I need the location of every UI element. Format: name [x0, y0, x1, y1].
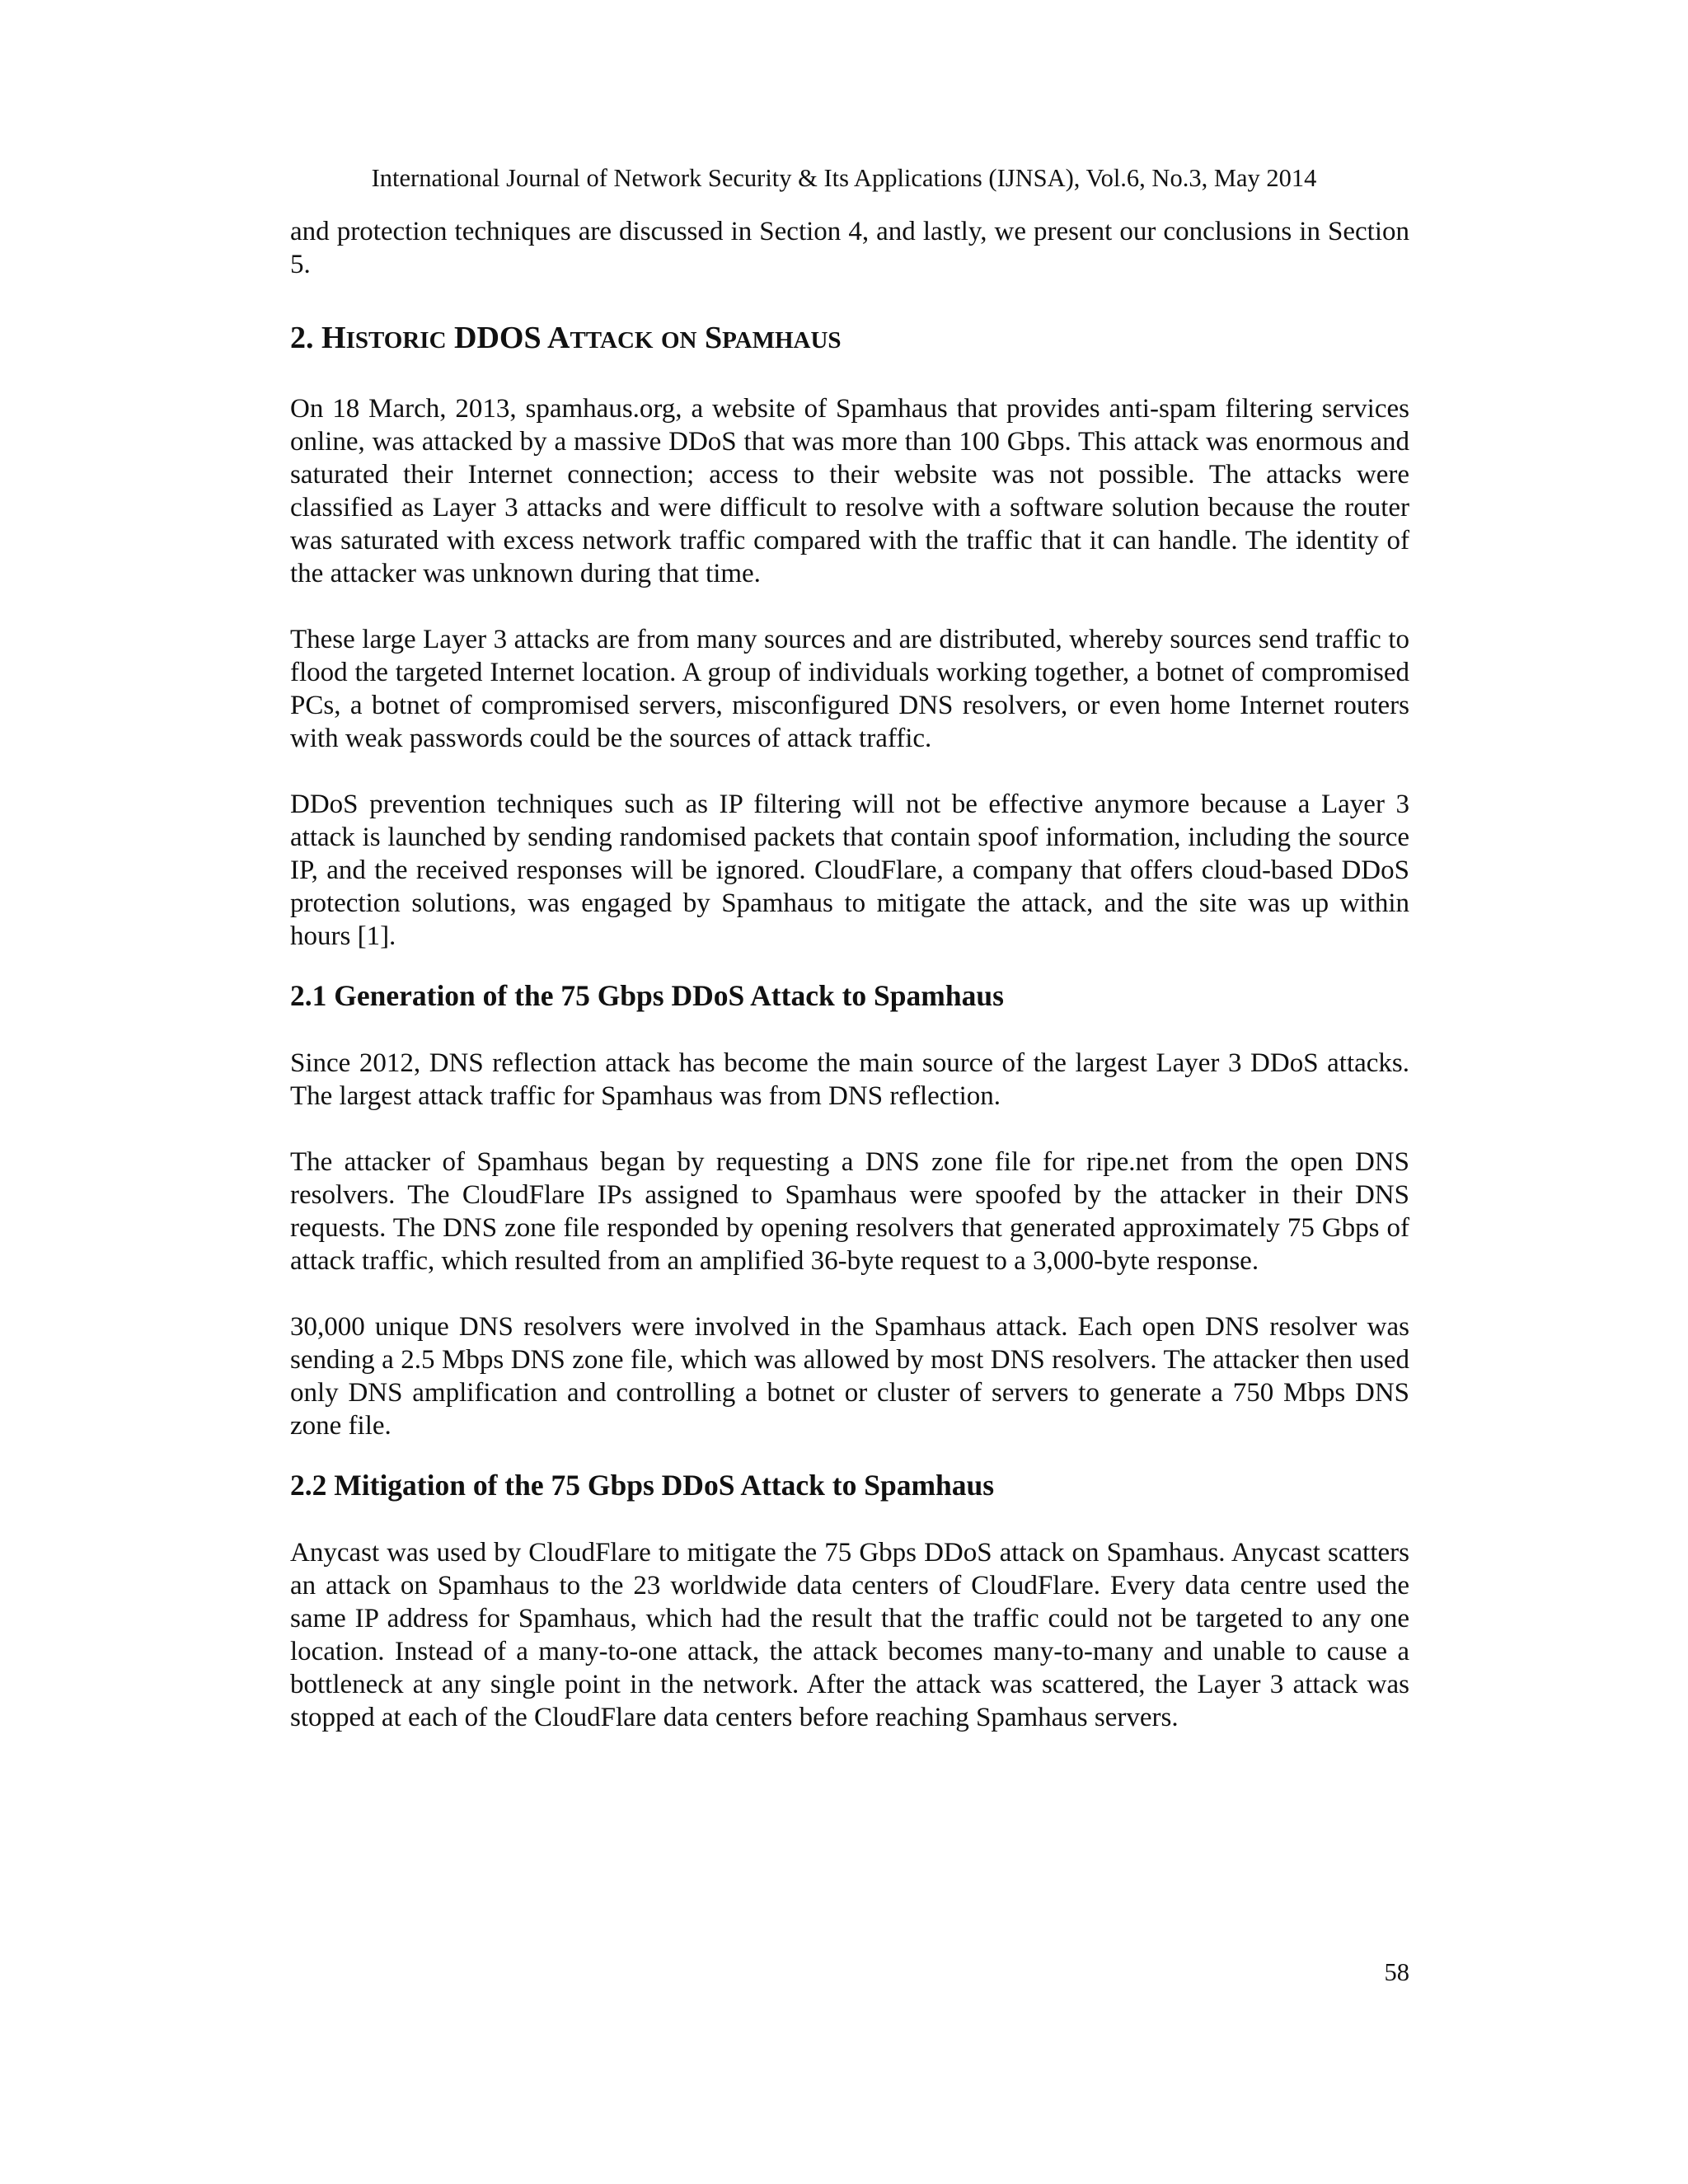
- section-2-number: 2.: [290, 321, 314, 355]
- page-body: [290, 215, 1409, 1734]
- section-2-paragraph-2: These large Layer 3 attacks are from many sources and are distributed, whereby sources send traffic to flood the targeted Internet location. A group of individuals working together, a botnet of compromised PCs, a botnet of compromised servers, misconfigured DNS resolvers, or even home Internet routers with weak passwords could be the sources of attack traffic.: [290, 625, 1409, 753]
- section-2-2-heading: 2.2 Mitigation of the 75 Gbps DDoS Attack to Spamhaus: [290, 1469, 995, 1502]
- page-number: 58: [1384, 1958, 1409, 1986]
- section-2-1-paragraph-1: Since 2012, DNS reflection attack has become the main source of the largest Layer 3 DDoS attacks. The largest attack traffic for Spamhaus was from DNS reflection.: [290, 1048, 1409, 1111]
- section-2-1-paragraph-2: The attacker of Spamhaus began by requesting a DNS zone file for ripe.net from the open DNS resolvers. The CloudFlare IPs assigned to Spamhaus were spoofed by the attacker in their DNS requests. The DNS zone file responded by opening resolvers that generated approximately 75 Gbps of attack traffic, which resulted from an amplified 36-byte request to a 3,000-byte response.: [290, 1147, 1409, 1276]
- intro-paragraph: and protection techniques are discussed in Section 4, and lastly, we present our conclusions in Section 5.: [290, 217, 1409, 279]
- section-2-paragraph-1: On 18 March, 2013, spamhaus.org, a website of Spamhaus that provides anti-spam filtering services online, was attacked by a massive DDoS that was more than 100 Gbps. This attack was enormous and saturated their Internet connection; access to their website was not possible. The attacks were classified as Layer 3 attacks and were difficult to resolve with a software solution because the router was saturated with excess network traffic compared with the traffic that it can handle. The identity of the attacker was unknown during that time.: [290, 394, 1409, 588]
- section-2-2-paragraph-1: Anycast was used by CloudFlare to mitigate the 75 Gbps DDoS attack on Spamhaus. Anycast scatters an attack on Spamhaus to the 23 worldwide data centers of CloudFlare. Every data centre used the same IP address for Spamhaus, which had the result that the traffic could not be targeted to any one location. Instead of a many-to-one attack, the attack becomes many-to-many and unable to cause a bottleneck at any single point in the network. After the attack was scattered, the Layer 3 attack was stopped at each of the CloudFlare data centers before reaching Spamhaus servers.: [290, 1538, 1409, 1732]
- section-2-1-paragraph-3: 30,000 unique DNS resolvers were involved in the Spamhaus attack. Each open DNS resolver was sending a 2.5 Mbps DNS zone file, which was allowed by most DNS resolvers. The attacker then used only DNS amplification and controlling a botnet or cluster of servers to generate a 750 Mbps DNS zone file.: [290, 1312, 1409, 1441]
- section-2-heading: 2. HISTORIC DDOS ATTACK ON SPAMHAUS: [290, 321, 842, 355]
- running-header: International Journal of Network Security & Its Applications (IJNSA), Vol.6, No.3, May 2014: [371, 164, 1317, 192]
- section-2-paragraph-3: DDoS prevention techniques such as IP filtering will not be effective anymore because a Layer 3 attack is launched by sending randomised packets that contain spoof information, including the source IP, and the received responses will be ignored. CloudFlare, a company that offers cloud-based DDoS protection solutions, was engaged by Spamhaus to mitigate the attack, and the site was up within hours [1].: [290, 790, 1409, 951]
- section-2-1-heading: 2.1 Generation of the 75 Gbps DDoS Attack to Spamhaus: [290, 979, 1004, 1012]
